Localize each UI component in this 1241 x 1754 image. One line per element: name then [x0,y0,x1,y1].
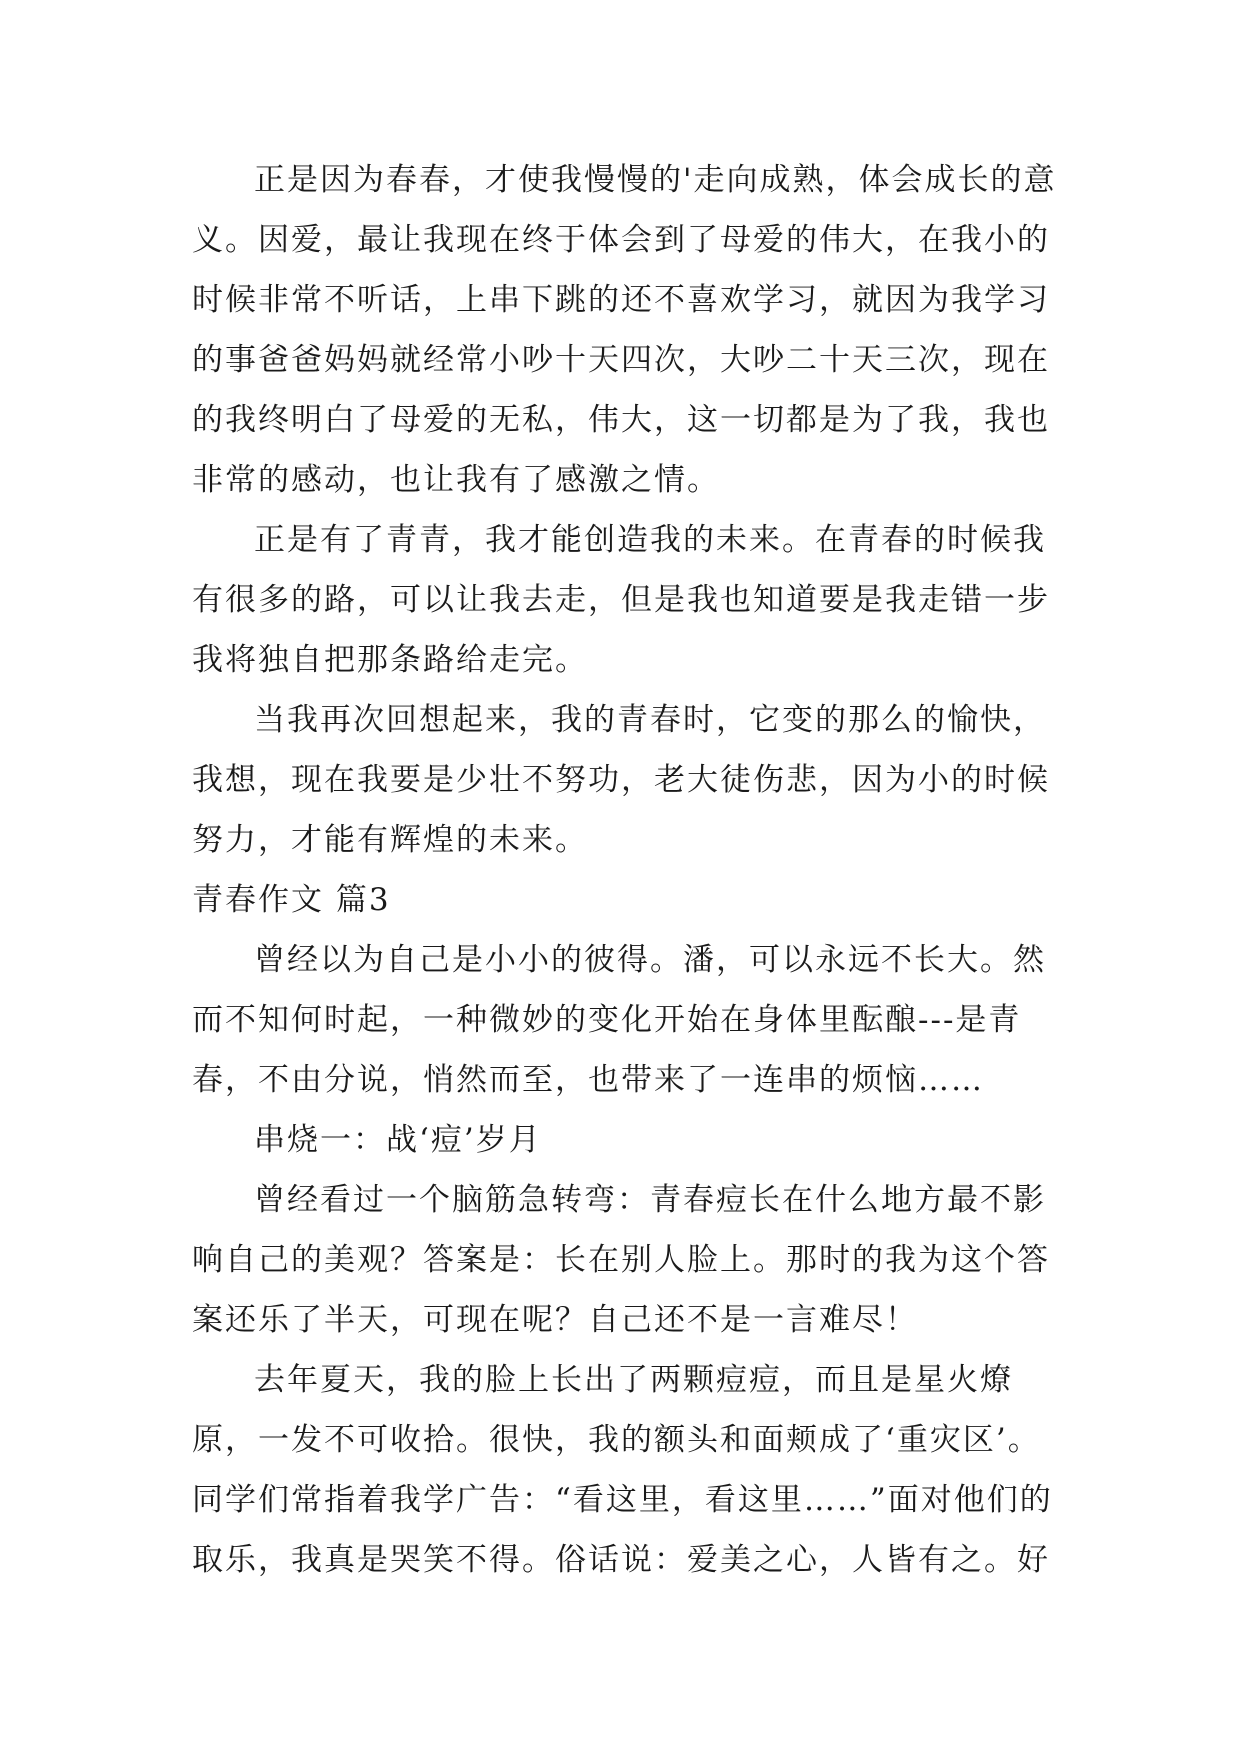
document-body [192,150,1062,1590]
paragraph-future-path: 正是有了青青，我才能创造我的未来。在青春的时候我有很多的路，可以让我去走，但是我也知道要是我走错一步我将独自把那条路给走完。 [192,522,1050,678]
paragraph-subheading-acne: 串烧一：战‘痘’岁月 [254,1122,542,1158]
paragraph-recollection: 当我再次回想起来，我的青春时，它变的那么的愉快，我想，现在我要是少壮不努功，老大徒伤悲，因为小的时候努力，才能有辉煌的未来。 [192,702,1050,858]
paragraph-peter-pan: 曾经以为自己是小小的彼得。潘，可以永远不长大。然而不知何时起，一种微妙的变化开始在身体里酝酿---是青春，不由分说，悄然而至，也带来了一连串的烦恼…… [192,942,1046,1098]
paragraph-riddle: 曾经看过一个脑筋急转弯：青春痘长在什么地方最不影响自己的美观？答案是：长在别人脸上。那时的我为这个答案还乐了半天，可现在呢？自己还不是一言难尽！ [192,1182,1050,1338]
section-heading: 青春作文 篇3 [192,882,391,918]
paragraph-youth-maturity: 正是因为春春，才使我慢慢的'走向成熟，体会成长的意义。因爱，最让我现在终于体会到了母爱的伟大，在我小的时候非常不听话，上串下跳的还不喜欢学习，就因为我学习的事爸爸妈妈就经常小吵十天四次，大吵二十天三次，现在的我终明白了母爱的无私，伟大，这一切都是为了我，我也非常的感动，也让我有了感激之情。 [192,162,1057,498]
paragraph-summer: 去年夏天，我的脸上长出了两颗痘痘，而且是星火燎原，一发不可收拾。很快，我的额头和面颊成了‘重灾区’。同学们常指着我学广告：“看这里，看这里……”面对他们的取乐，我真是哭笑不得。俗话说：爱美之心，人皆有之。好 [192,1362,1053,1578]
